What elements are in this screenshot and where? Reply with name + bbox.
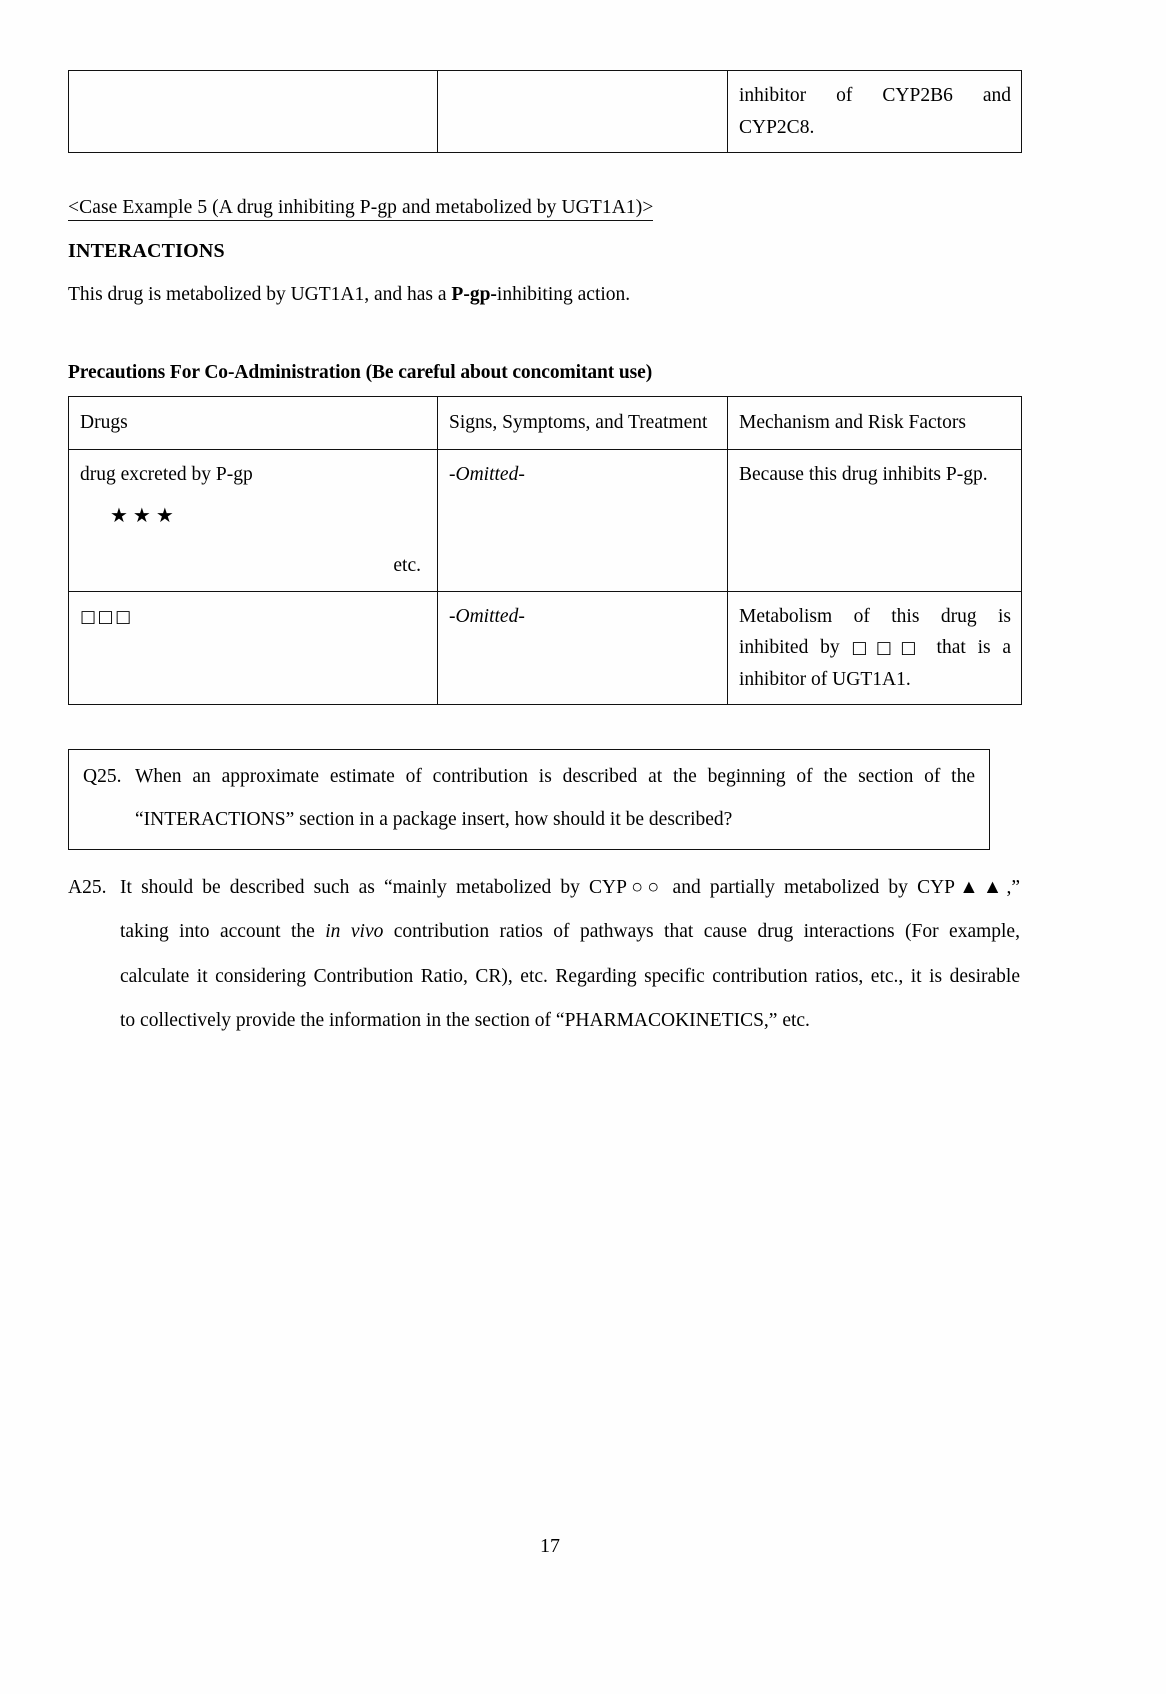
- answer-text-line2-pre: taking into account the: [120, 921, 326, 943]
- table-row: [69, 591, 1022, 705]
- answer-block: [68, 872, 1020, 1037]
- case-title-wrapper: [68, 153, 1020, 221]
- placeholder-boxes-inline: □□□: [851, 638, 925, 659]
- mechanism-line-1: inhibitor of CYP2B6 and: [739, 85, 1011, 106]
- page-content: [68, 70, 1020, 1050]
- intro-text-bold: P-gp-: [451, 284, 497, 306]
- page-number: 17: [540, 1535, 560, 1557]
- question-line-2: “INTERACTIONS” section in a package insert, how should it be described?: [135, 809, 733, 831]
- drug-description: drug excreted by P-gp: [80, 463, 253, 485]
- question-box: [68, 749, 990, 849]
- intro-text-part1: This drug is metabolized by UGT1A1, and has a: [68, 284, 452, 306]
- etc-label: etc.: [393, 554, 421, 576]
- cell-drugs-row2: [69, 591, 438, 705]
- table-row: [69, 71, 1022, 153]
- cell-signs-continued: [438, 71, 728, 153]
- answer-text-line2-post: contribution ratios of pathways that cause drug interactions (For example,: [383, 921, 1020, 943]
- answer-line-2: [68, 916, 1020, 948]
- mechanism-row2-line1: Metabolism of this drug is: [739, 605, 1011, 627]
- precautions-table: [68, 396, 1022, 705]
- mechanism-line-2: CYP2C8.: [739, 116, 815, 138]
- answer-label: A25.: [68, 876, 107, 898]
- question-text-line1: When an approximate estimate of contribution is described at the beginning of the section of the: [135, 766, 975, 788]
- cell-signs-row2: [438, 591, 728, 705]
- omitted-label: -Omitted-: [449, 463, 525, 485]
- answer-line-3: calculate it considering Contribution Ratio, CR), etc. Regarding specific contribution ratios, etc., it is desirable: [120, 965, 1020, 987]
- table-row: [69, 449, 1022, 591]
- omitted-label: -Omitted-: [449, 605, 525, 627]
- cell-signs-row1: [438, 449, 728, 591]
- table-header-row: [69, 397, 1022, 450]
- case-example-title: <Case Example 5 (A drug inhibiting P-gp and metabolized by UGT1A1)>: [68, 197, 653, 221]
- mechanism-row2-line2: [739, 632, 1011, 664]
- question-line-1: [83, 761, 975, 792]
- header-mechanism-risk-factors: Mechanism and Risk Factors: [728, 397, 1022, 450]
- mechanism-row2-line2-post: that is a: [924, 637, 1012, 659]
- star-symbols: ★★★: [110, 504, 179, 527]
- cell-mechanism-row1: Because this drug inhibits P-gp.: [728, 449, 1022, 591]
- continuation-table: [68, 70, 1022, 153]
- answer-text-line2-italic: in vivo: [325, 921, 384, 943]
- cell-drugs-continued: [69, 71, 438, 153]
- cell-drugs-row1: [69, 449, 438, 591]
- answer-text-line1: It should be described such as “mainly metabolized by CYP○○ and partially metabolized by CYP▲▲,”: [120, 876, 1020, 898]
- cell-mechanism-row2: [728, 591, 1022, 705]
- intro-text-part2: inhibiting action.: [496, 284, 631, 306]
- cell-mechanism-continued: [728, 71, 1022, 153]
- mechanism-row2-line2-pre: inhibited by: [739, 637, 852, 659]
- question-label: Q25.: [83, 766, 122, 788]
- answer-line-1: [68, 872, 1020, 904]
- mechanism-row2-line3: inhibitor of UGT1A1.: [739, 668, 911, 690]
- interactions-intro-paragraph: [68, 280, 1020, 310]
- precautions-heading: Precautions For Co-Administration (Be careful about concomitant use): [68, 362, 653, 384]
- header-signs-symptoms-treatment: Signs, Symptoms, and Treatment: [438, 397, 728, 450]
- header-drugs: Drugs: [69, 397, 438, 450]
- interactions-heading: INTERACTIONS: [68, 240, 225, 263]
- answer-line-4: to collectively provide the information in the section of “PHARMACOKINETICS,” etc.: [120, 1010, 810, 1032]
- placeholder-boxes: □□□: [80, 606, 133, 627]
